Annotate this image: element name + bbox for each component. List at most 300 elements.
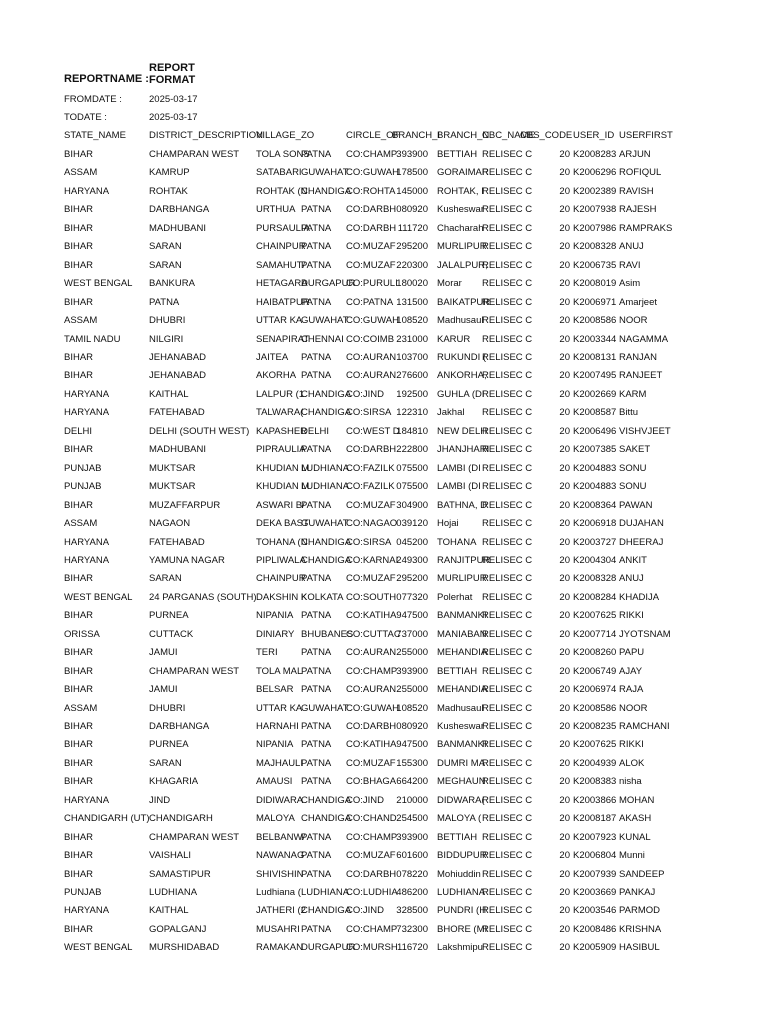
- cell-branch-id: 255000: [396, 684, 428, 695]
- cell-branch-id: 184810: [396, 425, 428, 437]
- cell-village: PIPLIWALA: [256, 554, 306, 566]
- cell-user-id: K2006974: [573, 684, 617, 695]
- cell-zo: PATNA: [301, 923, 332, 935]
- cell-cbs-code: 20: [559, 315, 570, 326]
- column-header-cbc-name: CBC_NAME: [482, 130, 535, 141]
- cell-village: Ludhiana (: [256, 887, 301, 898]
- cell-user-first-name: RAJESH: [619, 204, 657, 216]
- cell-branch-name: MALOYA (: [437, 813, 482, 825]
- cell-zo: PATNA: [301, 665, 332, 677]
- cell-user-first-name: SAKET: [619, 444, 651, 456]
- column-header-branch-name: BRANCH_N: [437, 130, 490, 141]
- cell-circle: CO:SOUTH: [346, 591, 397, 603]
- cell-village: SENAPIRAT: [256, 333, 310, 345]
- cell-district-description: MUKTSAR: [149, 481, 196, 493]
- cell-circle: CO:FAZILK: [346, 462, 395, 474]
- cell-cbc-name: RELISEC C: [482, 665, 533, 677]
- cell-cbc-name: RELISEC C: [482, 887, 533, 898]
- cell-cbc-name: RELISEC C: [482, 296, 533, 308]
- cell-branch-id: 947500: [396, 610, 428, 622]
- cell-user-first-name: Bittu: [619, 407, 639, 419]
- cell-branch-id: 304900: [396, 499, 428, 511]
- cell-cbs-code: 20: [559, 647, 570, 659]
- cell-cbs-code: 20: [559, 518, 570, 529]
- cell-state-name: BIHAR: [64, 204, 94, 216]
- cell-cbs-code: 20: [559, 481, 570, 493]
- cell-cbc-name: RELISEC C: [482, 757, 533, 769]
- cell-circle: CO:MUZAF: [346, 259, 396, 271]
- cell-user-id: K2003866: [573, 794, 617, 806]
- cell-cbs-code: 20: [559, 739, 570, 751]
- cell-user-id: K2008364: [573, 499, 617, 511]
- cell-zo: PATNA: [301, 684, 332, 695]
- cell-cbs-code: 20: [559, 628, 570, 640]
- cell-village: TOHANA (N: [256, 536, 308, 548]
- cell-cbs-code: 20: [559, 425, 570, 437]
- cell-user-id: K2003727: [573, 536, 617, 548]
- cell-cbc-name: RELISEC C: [482, 850, 533, 862]
- cell-cbc-name: RELISEC C: [482, 813, 533, 825]
- cell-circle: CO:AURAN: [346, 370, 397, 382]
- cell-state-name: BIHAR: [64, 444, 94, 456]
- cell-zo: KOLKATA: [301, 591, 344, 603]
- cell-cbs-code: 20: [559, 794, 570, 806]
- cell-cbc-name: RELISEC C: [482, 222, 533, 234]
- cell-cbc-name: RELISEC C: [482, 351, 533, 363]
- cell-user-id: K2007625: [573, 610, 617, 622]
- cell-cbs-code: 20: [559, 351, 570, 363]
- cell-district-description: MUZAFFARPUR: [149, 499, 221, 511]
- cell-cbs-code: 20: [559, 942, 570, 954]
- cell-district-description: DHUBRI: [149, 315, 186, 326]
- cell-branch-name: Kusheswar: [437, 204, 484, 216]
- cell-district-description: CUTTACK: [149, 628, 194, 640]
- cell-state-name: BIHAR: [64, 831, 94, 843]
- cell-village: UTTAR KA: [256, 702, 303, 714]
- cell-cbs-code: 20: [559, 887, 570, 898]
- cell-branch-name: Jakhal: [437, 407, 465, 419]
- cell-village: PURSAULIA: [256, 222, 310, 234]
- cell-state-name: HARYANA: [64, 905, 110, 917]
- cell-user-id: K2008284: [573, 591, 617, 603]
- cell-district-description: KHAGARIA: [149, 776, 199, 788]
- cell-cbc-name: RELISEC C: [482, 868, 533, 880]
- cell-user-first-name: SANDEEP: [619, 868, 665, 880]
- cell-cbc-name: RELISEC C: [482, 149, 533, 160]
- cell-village: CHAINPUR: [256, 573, 306, 585]
- cell-user-id: K2002669: [573, 388, 617, 400]
- fromdate-label: FROMDATE :: [64, 94, 122, 105]
- cell-branch-id: 077320: [396, 591, 428, 603]
- cell-village: NAWANAG: [256, 850, 305, 862]
- cell-circle: CO:JIND: [346, 905, 384, 917]
- cell-zo: PATNA: [301, 739, 332, 751]
- cell-branch-id: 075500: [396, 462, 428, 474]
- cell-cbs-code: 20: [559, 407, 570, 419]
- cell-circle: CO:GUWAH: [346, 167, 399, 179]
- cell-village: CHAINPUR: [256, 241, 306, 253]
- cell-branch-name: Morar: [437, 278, 462, 290]
- cell-branch-id: 393900: [396, 149, 428, 160]
- cell-cbs-code: 20: [559, 462, 570, 474]
- cell-branch-id: 145000: [396, 185, 428, 197]
- cell-district-description: VAISHALI: [149, 850, 192, 862]
- cell-state-name: HARYANA: [64, 388, 110, 400]
- cell-user-id: K2008235: [573, 720, 617, 732]
- cell-cbs-code: 20: [559, 591, 570, 603]
- cell-user-id: K2007714: [573, 628, 617, 640]
- cell-user-id: K2008019: [573, 278, 617, 290]
- cell-district-description: SAMASTIPUR: [149, 868, 211, 880]
- cell-state-name: WEST BENGAL: [64, 942, 133, 954]
- cell-village: JAITEA: [256, 351, 289, 363]
- cell-state-name: BIHAR: [64, 222, 94, 234]
- cell-district-description: FATEHABAD: [149, 536, 205, 548]
- cell-user-id: K2006296: [573, 167, 617, 179]
- cell-village: URTHUA: [256, 204, 296, 216]
- cell-state-name: TAMIL NADU: [64, 333, 121, 345]
- cell-cbs-code: 20: [559, 536, 570, 548]
- cell-user-first-name: PANKAJ: [619, 887, 656, 898]
- cell-state-name: ASSAM: [64, 315, 98, 326]
- cell-branch-name: MEGHAUN: [437, 776, 486, 788]
- cell-branch-id: 254500: [396, 813, 428, 825]
- cell-cbs-code: 20: [559, 684, 570, 695]
- cell-district-description: MUKTSAR: [149, 462, 196, 474]
- cell-village: NIPANIA: [256, 610, 294, 622]
- cell-cbc-name: RELISEC C: [482, 591, 533, 603]
- cell-district-description: LUDHIANA: [149, 887, 198, 898]
- cell-cbs-code: 20: [559, 259, 570, 271]
- cell-district-description: MADHUBANI: [149, 222, 207, 234]
- cell-branch-id: 075500: [396, 481, 428, 493]
- column-header-village: VILLAGE_: [256, 130, 301, 141]
- cell-state-name: ORISSA: [64, 628, 100, 640]
- cell-user-first-name: RAJA: [619, 684, 644, 695]
- cell-cbs-code: 20: [559, 222, 570, 234]
- cell-user-first-name: SONU: [619, 481, 647, 493]
- cell-circle: CO:GUWAH: [346, 702, 399, 714]
- cell-state-name: HARYANA: [64, 536, 110, 548]
- cell-circle: CO:NAGAO: [346, 518, 398, 529]
- cell-user-first-name: AJAY: [619, 665, 643, 677]
- cell-village: RAMAKAN: [256, 942, 303, 954]
- cell-branch-name: TOHANA: [437, 536, 477, 548]
- cell-branch-name: JHANJHARI: [437, 444, 490, 456]
- cell-branch-id: 192500: [396, 388, 428, 400]
- cell-branch-name: RANJITPUR: [437, 554, 491, 566]
- report-name-value: REPORT FORMAT: [149, 62, 196, 86]
- fromdate-value: 2025-03-17: [149, 94, 198, 105]
- cell-state-name: HARYANA: [64, 407, 110, 419]
- cell-circle: CO:BHAGA: [346, 776, 397, 788]
- cell-cbs-code: 20: [559, 905, 570, 917]
- cell-branch-name: Kusheswar: [437, 720, 484, 732]
- cell-state-name: BIHAR: [64, 684, 94, 695]
- cell-circle: CO:JIND: [346, 794, 384, 806]
- cell-district-description: DHUBRI: [149, 702, 186, 714]
- cell-state-name: BIHAR: [64, 850, 94, 862]
- cell-cbc-name: RELISEC C: [482, 573, 533, 585]
- cell-user-first-name: SONU: [619, 462, 647, 474]
- cell-district-description: PURNEA: [149, 739, 189, 751]
- cell-zo: DURGAPUR: [301, 278, 356, 290]
- cell-branch-id: 180020: [396, 278, 428, 290]
- cell-branch-name: MANIABAN: [437, 628, 487, 640]
- cell-zo: GUWAHAT: [301, 167, 349, 179]
- cell-branch-id: 122310: [396, 407, 428, 419]
- cell-user-id: K2008131: [573, 351, 617, 363]
- cell-district-description: JEHANABAD: [149, 370, 207, 382]
- cell-user-id: K2006918: [573, 518, 617, 529]
- cell-branch-name: Lakshmipu: [437, 942, 483, 954]
- cell-user-first-name: MOHAN: [619, 794, 655, 806]
- cell-zo: LUDHIANA: [301, 481, 350, 493]
- cell-circle: CO:JIND: [346, 388, 384, 400]
- cell-cbc-name: RELISEC C: [482, 647, 533, 659]
- cell-zo: CHANDIGA: [301, 794, 352, 806]
- cell-user-id: K2003344: [573, 333, 617, 345]
- cell-user-id: K2008586: [573, 315, 617, 326]
- cell-circle: CO:MUZAF: [346, 573, 396, 585]
- cell-branch-name: Hojai: [437, 518, 459, 529]
- cell-branch-id: 295200: [396, 241, 428, 253]
- cell-circle: CO:DARBH: [346, 868, 397, 880]
- cell-district-description: JAMUI: [149, 647, 178, 659]
- cell-user-first-name: RAVI: [619, 259, 641, 271]
- cell-zo: PATNA: [301, 720, 332, 732]
- cell-user-first-name: KUNAL: [619, 831, 651, 843]
- cell-circle: CO:CHAMP: [346, 665, 398, 677]
- cell-cbs-code: 20: [559, 204, 570, 216]
- cell-user-id: K2006971: [573, 296, 617, 308]
- cell-zo: CHENNAI: [301, 333, 344, 345]
- cell-village: DAKSHIN K: [256, 591, 308, 603]
- cell-branch-id: 155300: [396, 757, 428, 769]
- cell-village: HAIBATPUR: [256, 296, 310, 308]
- cell-branch-name: LUDHIANA: [437, 887, 486, 898]
- cell-zo: PATNA: [301, 444, 332, 456]
- cell-branch-name: BIDDUPUR: [437, 850, 487, 862]
- cell-branch-name: RUKUNDI (: [437, 351, 487, 363]
- cell-zo: PATNA: [301, 573, 332, 585]
- cell-village: KAPASHER: [256, 425, 308, 437]
- cell-branch-name: KARUR: [437, 333, 471, 345]
- cell-branch-name: BETTIAH: [437, 831, 478, 843]
- cell-state-name: BIHAR: [64, 610, 94, 622]
- cell-state-name: PUNJAB: [64, 887, 102, 898]
- cell-cbs-code: 20: [559, 573, 570, 585]
- cell-circle: CO:AURAN: [346, 351, 397, 363]
- cell-branch-name: GORAIMAR: [437, 167, 489, 179]
- cell-village: HETAGARA: [256, 278, 308, 290]
- cell-cbc-name: RELISEC C: [482, 720, 533, 732]
- column-header-district-description: DISTRICT_DESCRIPTION: [149, 130, 264, 141]
- cell-district-description: FATEHABAD: [149, 407, 205, 419]
- cell-circle: CO:LUDHIA: [346, 887, 398, 898]
- cell-branch-name: PUNDRI (H: [437, 905, 487, 917]
- cell-user-id: K2008328: [573, 573, 617, 585]
- cell-cbs-code: 20: [559, 149, 570, 160]
- cell-branch-id: 276600: [396, 370, 428, 382]
- cell-user-id: K2008187: [573, 813, 617, 825]
- cell-state-name: BIHAR: [64, 296, 94, 308]
- cell-cbs-code: 20: [559, 278, 570, 290]
- cell-user-id: K2004939: [573, 757, 617, 769]
- cell-circle: CO:MUZAF: [346, 757, 396, 769]
- cell-state-name: PUNJAB: [64, 462, 102, 474]
- cell-cbc-name: RELISEC C: [482, 407, 533, 419]
- cell-branch-name: JALALPUR,: [437, 259, 488, 271]
- cell-branch-id: 486200: [396, 887, 428, 898]
- cell-user-first-name: HASIBUL: [619, 942, 660, 954]
- cell-user-id: K2006496: [573, 425, 617, 437]
- cell-user-first-name: Amarjeet: [619, 296, 658, 308]
- cell-state-name: HARYANA: [64, 794, 110, 806]
- cell-zo: GUWAHAT: [301, 518, 349, 529]
- cell-user-id: K2004883: [573, 481, 617, 493]
- cell-zo: PATNA: [301, 499, 332, 511]
- cell-cbs-code: 20: [559, 444, 570, 456]
- cell-district-description: 24 PARGANAS (SOUTH): [149, 591, 257, 603]
- cell-district-description: DARBHANGA: [149, 720, 210, 732]
- cell-zo: LUDHIANA: [301, 887, 350, 898]
- cell-cbc-name: RELISEC C: [482, 776, 533, 788]
- cell-branch-id: 045200: [396, 536, 428, 548]
- cell-cbs-code: 20: [559, 831, 570, 843]
- cell-branch-id: 080920: [396, 720, 428, 732]
- cell-user-id: K2008587: [573, 407, 617, 419]
- cell-branch-id: 108520: [396, 315, 428, 326]
- cell-circle: CO:DARBH: [346, 222, 397, 234]
- cell-state-name: BIHAR: [64, 241, 94, 253]
- cell-branch-id: 732300: [396, 923, 428, 935]
- cell-branch-id: 737000: [396, 628, 428, 640]
- cell-village: PIPRAULIA: [256, 444, 306, 456]
- cell-user-first-name: RANJAN: [619, 351, 658, 363]
- cell-user-first-name: ARJUN: [619, 149, 651, 160]
- cell-district-description: KAITHAL: [149, 388, 189, 400]
- cell-user-first-name: RIKKI: [619, 739, 644, 751]
- cell-state-name: CHANDIGARH (UT): [64, 813, 150, 825]
- cell-branch-id: 255000: [396, 647, 428, 659]
- cell-user-first-name: ANUJ: [619, 573, 644, 585]
- cell-circle: CO:AURAN: [346, 684, 397, 695]
- cell-zo: PATNA: [301, 610, 332, 622]
- cell-user-first-name: NOOR: [619, 315, 648, 326]
- cell-user-id: K2007625: [573, 739, 617, 751]
- cell-cbc-name: RELISEC C: [482, 499, 533, 511]
- cell-cbs-code: 20: [559, 610, 570, 622]
- cell-circle: CO:DARBH: [346, 720, 397, 732]
- cell-user-id: K2006804: [573, 850, 617, 862]
- cell-branch-name: MEHANDIA: [437, 684, 488, 695]
- cell-circle: CO:KARNAI: [346, 554, 399, 566]
- cell-branch-id: 393900: [396, 831, 428, 843]
- cell-circle: CO:SIRSA: [346, 536, 392, 548]
- cell-user-first-name: KRISHNA: [619, 923, 662, 935]
- cell-circle: CO:PATNA: [346, 296, 394, 308]
- cell-cbc-name: RELISEC C: [482, 481, 533, 493]
- cell-cbs-code: 20: [559, 868, 570, 880]
- column-header-state-name: STATE_NAME: [64, 130, 126, 141]
- cell-cbc-name: RELISEC C: [482, 831, 533, 843]
- cell-cbc-name: RELISEC C: [482, 185, 533, 197]
- cell-cbs-code: 20: [559, 665, 570, 677]
- cell-branch-id: 393900: [396, 665, 428, 677]
- cell-district-description: KAITHAL: [149, 905, 189, 917]
- cell-cbc-name: RELISEC C: [482, 444, 533, 456]
- cell-branch-id: 080920: [396, 204, 428, 216]
- cell-district-description: SARAN: [149, 757, 182, 769]
- cell-branch-name: BETTIAH: [437, 149, 478, 160]
- cell-state-name: BIHAR: [64, 149, 94, 160]
- cell-village: AMAUSI: [256, 776, 293, 788]
- cell-user-first-name: ANUJ: [619, 241, 644, 253]
- cell-branch-id: 131500: [396, 296, 428, 308]
- cell-branch-id: 295200: [396, 573, 428, 585]
- cell-village: SATABARI: [256, 167, 302, 179]
- cell-state-name: BIHAR: [64, 757, 94, 769]
- cell-district-description: CHANDIGARH: [149, 813, 213, 825]
- cell-user-id: K2007939: [573, 868, 617, 880]
- cell-cbc-name: RELISEC C: [482, 942, 533, 954]
- cell-cbc-name: RELISEC C: [482, 628, 533, 640]
- cell-user-first-name: RIKKI: [619, 610, 644, 622]
- cell-district-description: KAMRUP: [149, 167, 190, 179]
- cell-branch-name: BATHNA, D: [437, 499, 487, 511]
- cell-user-first-name: ALOK: [619, 757, 645, 769]
- cell-zo: CHANDIGA: [301, 388, 352, 400]
- cell-state-name: WEST BENGAL: [64, 591, 133, 603]
- cell-state-name: BIHAR: [64, 370, 94, 382]
- cell-circle: CO:MUZAF: [346, 850, 396, 862]
- cell-branch-name: ANKORHA,: [437, 370, 487, 382]
- cell-zo: CHANDIGA: [301, 536, 352, 548]
- cell-user-id: K2006735: [573, 259, 617, 271]
- cell-district-description: PURNEA: [149, 610, 189, 622]
- cell-district-description: BANKURA: [149, 278, 195, 290]
- cell-user-id: K2004883: [573, 462, 617, 474]
- cell-cbs-code: 20: [559, 185, 570, 197]
- cell-branch-id: 220300: [396, 259, 428, 271]
- cell-cbc-name: RELISEC C: [482, 333, 533, 345]
- cell-cbc-name: RELISEC C: [482, 554, 533, 566]
- cell-zo: PATNA: [301, 241, 332, 253]
- cell-zo: PATNA: [301, 222, 332, 234]
- cell-branch-id: 103700: [396, 351, 428, 363]
- column-header-cbs-code: CBS_CODE: [520, 130, 573, 141]
- cell-circle: CO:SIRSA: [346, 407, 392, 419]
- cell-cbs-code: 20: [559, 702, 570, 714]
- column-header-branch-id: BRANCH_I: [392, 130, 441, 141]
- cell-village: JATHERI (2: [256, 905, 306, 917]
- cell-village: BELBANW/: [256, 831, 306, 843]
- cell-district-description: NILGIRI: [149, 333, 184, 345]
- cell-cbc-name: RELISEC C: [482, 259, 533, 271]
- cell-zo: PATNA: [301, 204, 332, 216]
- column-header-circle: CIRCLE_OF: [346, 130, 400, 141]
- cell-cbc-name: RELISEC C: [482, 388, 533, 400]
- cell-user-first-name: VISHVJEET: [619, 425, 671, 437]
- cell-state-name: BIHAR: [64, 573, 94, 585]
- cell-user-first-name: PAWAN: [619, 499, 653, 511]
- cell-branch-name: DUMRI MA: [437, 757, 486, 769]
- cell-user-id: K2004304: [573, 554, 617, 566]
- cell-circle: CO:COIMB: [346, 333, 395, 345]
- cell-state-name: BIHAR: [64, 647, 94, 659]
- cell-branch-id: 601600: [396, 850, 428, 862]
